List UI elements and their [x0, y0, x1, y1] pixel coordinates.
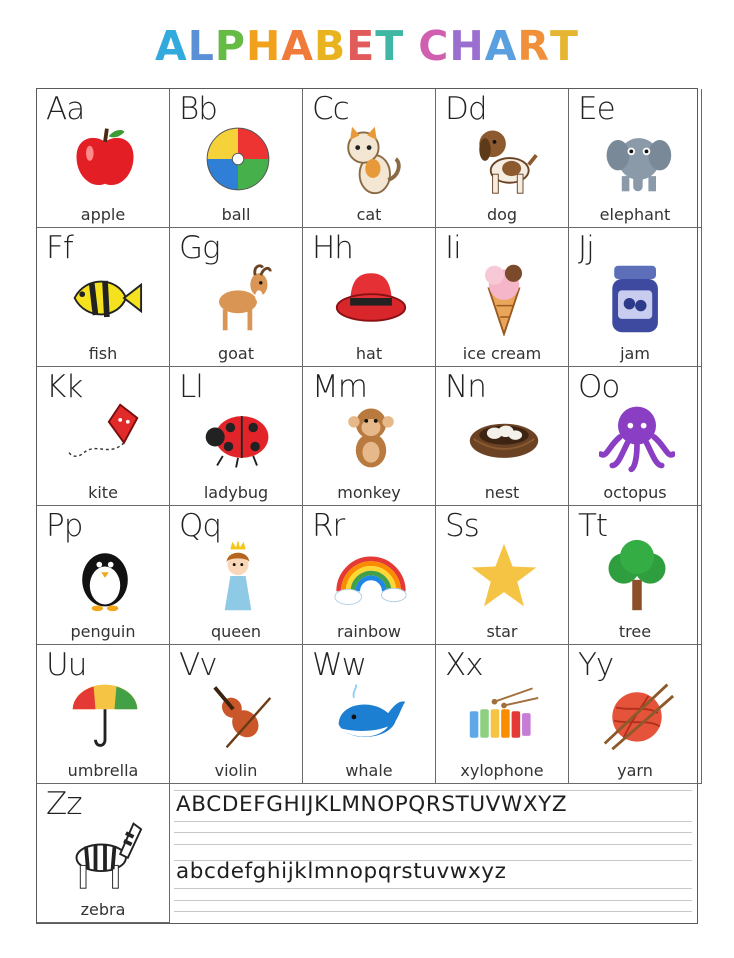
apple-icon: [67, 121, 143, 197]
monkey-icon: [333, 399, 409, 475]
cat-icon: [333, 121, 409, 197]
letter-pair: Rr: [312, 508, 345, 544]
letter-pair: Jj: [578, 230, 594, 266]
letter-card: [569, 506, 702, 645]
title-letter: L: [187, 22, 215, 70]
letter-card: [569, 645, 702, 784]
letter-card: [436, 645, 569, 784]
letter-card: [569, 367, 702, 506]
letter-word: ladybug: [203, 483, 269, 502]
letter-word: tree: [618, 622, 652, 641]
letter-word: apple: [80, 205, 126, 224]
title-letter: T: [375, 22, 405, 70]
letter-word: nest: [484, 483, 520, 502]
letter-word: ball: [221, 205, 251, 224]
letter-card: [303, 228, 436, 367]
tree-icon: [599, 538, 675, 614]
goat-icon: [200, 260, 276, 336]
letter-pair: Zz: [46, 786, 82, 822]
umbrella-icon: [67, 677, 143, 753]
title-letter: E: [346, 22, 376, 70]
lowercase-alphabet: abcdefghijklmnopqrstuvwxyz: [176, 859, 507, 884]
letter-word: yarn: [617, 761, 653, 780]
letter-word: star: [486, 622, 518, 641]
yarn-icon: [599, 677, 675, 753]
ice-cream-icon: [466, 260, 542, 336]
letter-pair: Bb: [179, 91, 217, 127]
letter-pair: Tt: [578, 508, 608, 544]
letter-word: rainbow: [337, 622, 401, 641]
title-letter: A: [155, 22, 188, 70]
letter-word: ice cream: [462, 344, 542, 363]
letter-pair: Pp: [46, 508, 83, 544]
letter-card: [569, 89, 702, 228]
title-letter: C: [418, 22, 450, 70]
letter-pair: Ee: [578, 91, 615, 127]
letter-pair: Vv: [179, 647, 217, 683]
letter-card: [170, 89, 303, 228]
letter-pair: Ww: [312, 647, 367, 683]
title-letter: T: [550, 22, 579, 70]
letter-pair: Gg: [179, 230, 220, 266]
letter-card: [37, 228, 170, 367]
zebra-icon: [67, 816, 143, 892]
title-letter: B: [314, 22, 347, 70]
letter-card: [436, 367, 569, 506]
letter-card: [303, 367, 436, 506]
letter-word: cat: [356, 205, 382, 224]
xylophone-icon: [466, 677, 542, 753]
letter-pair: Ss: [445, 508, 479, 544]
letter-word: zebra: [80, 900, 126, 919]
nest-icon: [466, 399, 542, 475]
letter-word: fish: [88, 344, 118, 363]
letter-word: kite: [88, 483, 118, 502]
ladybug-icon: [200, 399, 276, 475]
letter-card: [37, 89, 170, 228]
violin-icon: [200, 677, 276, 753]
letter-card: [170, 506, 303, 645]
letter-card: [170, 367, 303, 506]
letter-word: octopus: [603, 483, 667, 502]
letter-word: jam: [620, 344, 650, 363]
letter-word: penguin: [70, 622, 136, 641]
letter-pair: Mm: [312, 369, 367, 405]
letter-pair: Xx: [445, 647, 483, 683]
letter-pair: Nn: [445, 369, 486, 405]
letter-word: whale: [345, 761, 393, 780]
chart-title: [0, 18, 734, 74]
letter-card: [303, 89, 436, 228]
letter-word: umbrella: [67, 761, 139, 780]
whale-icon: [333, 677, 409, 753]
title-letter: P: [214, 22, 246, 70]
letter-word: violin: [214, 761, 258, 780]
letter-pair: Yy: [578, 647, 614, 683]
letter-pair: Hh: [312, 230, 353, 266]
uppercase-alphabet: ABCDEFGHIJKLMNOPQRSTUVWXYZ: [176, 792, 568, 817]
fish-icon: [67, 260, 143, 336]
title-letter: H: [449, 22, 485, 70]
letter-word: dog: [486, 205, 518, 224]
tracing-lines: [170, 784, 696, 923]
letter-pair: Ii: [445, 230, 461, 266]
letter-card: [569, 228, 702, 367]
jam-icon: [599, 260, 675, 336]
letter-word: goat: [217, 344, 255, 363]
title-letter: A: [484, 22, 518, 70]
queen-icon: [200, 538, 276, 614]
letter-card: [37, 367, 170, 506]
letter-card: [170, 228, 303, 367]
letter-word: hat: [355, 344, 383, 363]
letter-word: elephant: [599, 205, 671, 224]
letter-card: [170, 645, 303, 784]
alphabet-grid: [36, 88, 698, 924]
hat-icon: [333, 260, 409, 336]
letter-card: [37, 506, 170, 645]
elephant-icon: [599, 121, 675, 197]
letter-word: monkey: [337, 483, 401, 502]
letter-pair: Oo: [578, 369, 620, 405]
letter-word: queen: [210, 622, 262, 641]
letter-pair: Aa: [46, 91, 85, 127]
letter-card: [37, 645, 170, 784]
letter-pair: Dd: [445, 91, 487, 127]
letter-card: [303, 645, 436, 784]
penguin-icon: [67, 538, 143, 614]
dog-icon: [466, 121, 542, 197]
title-letter: A: [281, 22, 315, 70]
letter-pair: Ff: [46, 230, 73, 266]
letter-card: [436, 89, 569, 228]
letter-word: xylophone: [460, 761, 544, 780]
letter-pair: Uu: [46, 647, 87, 683]
star-icon: [466, 538, 542, 614]
octopus-icon: [599, 399, 675, 475]
letter-pair: Kk: [46, 369, 83, 405]
title-letter: H: [245, 22, 282, 70]
letter-card: [37, 784, 170, 923]
rainbow-icon: [333, 538, 409, 614]
letter-pair: Qq: [179, 508, 222, 544]
letter-card: [303, 506, 436, 645]
title-letter: R: [517, 22, 550, 70]
ball-icon: [200, 121, 276, 197]
letter-card: [436, 228, 569, 367]
letter-pair: Cc: [312, 91, 349, 127]
letter-card: [436, 506, 569, 645]
kite-icon: [67, 399, 143, 475]
letter-pair: Ll: [179, 369, 203, 405]
